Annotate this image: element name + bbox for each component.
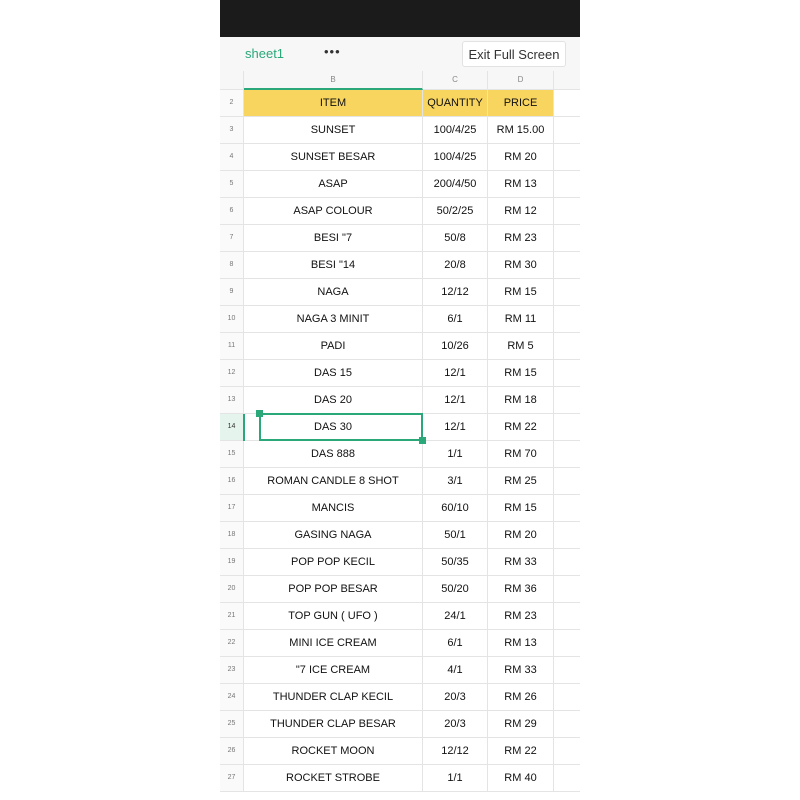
header-cell-item[interactable]: ITEM bbox=[244, 90, 423, 116]
table-row bbox=[220, 765, 580, 792]
table-row bbox=[220, 333, 580, 360]
table-row bbox=[220, 306, 580, 333]
row-number[interactable]: 2 bbox=[220, 90, 244, 116]
row-number[interactable]: 3 bbox=[220, 117, 244, 143]
cell-price[interactable]: RM 15 bbox=[488, 360, 554, 386]
cell-price[interactable]: RM 29 bbox=[488, 711, 554, 737]
empty-cell[interactable] bbox=[554, 711, 580, 737]
row-number[interactable]: 5 bbox=[220, 171, 244, 197]
cell-item[interactable]: THUNDER CLAP BESAR bbox=[244, 711, 423, 737]
cell-quantity[interactable]: 12/12 bbox=[423, 738, 488, 764]
row-number[interactable]: 15 bbox=[220, 441, 244, 467]
cell-item[interactable]: SUNSET bbox=[244, 117, 423, 143]
row-number[interactable]: 13 bbox=[220, 387, 244, 413]
table-row bbox=[220, 495, 580, 522]
cell-quantity[interactable]: 24/1 bbox=[423, 603, 488, 629]
cell-quantity[interactable]: 12/12 bbox=[423, 279, 488, 305]
selection-start-handle[interactable] bbox=[256, 410, 263, 417]
cell-quantity[interactable]: 100/4/25 bbox=[423, 117, 488, 143]
phone-screen bbox=[220, 0, 580, 800]
cell-price[interactable]: RM 30 bbox=[488, 252, 554, 278]
cell-quantity[interactable]: 20/8 bbox=[423, 252, 488, 278]
cell-price[interactable]: RM 40 bbox=[488, 765, 554, 791]
cell-quantity[interactable]: 12/1 bbox=[423, 360, 488, 386]
cell-price[interactable]: RM 15 bbox=[488, 279, 554, 305]
empty-cell[interactable] bbox=[554, 360, 580, 386]
sheet-toolbar bbox=[220, 37, 580, 71]
cell-quantity[interactable]: 50/1 bbox=[423, 522, 488, 548]
empty-cell[interactable] bbox=[554, 333, 580, 359]
empty-cell[interactable] bbox=[554, 576, 580, 602]
table-row bbox=[220, 387, 580, 414]
cell-price[interactable]: RM 26 bbox=[488, 684, 554, 710]
table-row bbox=[220, 171, 580, 198]
cell-quantity[interactable]: 20/3 bbox=[423, 684, 488, 710]
cell-price[interactable]: RM 22 bbox=[488, 414, 554, 440]
row-number[interactable]: 18 bbox=[220, 522, 244, 548]
cell-quantity[interactable]: 6/1 bbox=[423, 306, 488, 332]
cell-item[interactable]: ROCKET MOON bbox=[244, 738, 423, 764]
cell-quantity[interactable]: 200/4/50 bbox=[423, 171, 488, 197]
cell-item[interactable]: DAS 888 bbox=[244, 441, 423, 467]
empty-cell[interactable] bbox=[554, 441, 580, 467]
cell-item[interactable]: PADI bbox=[244, 333, 423, 359]
column-header-b[interactable]: B bbox=[244, 71, 423, 90]
cell-quantity[interactable]: 1/1 bbox=[423, 765, 488, 791]
cell-price[interactable]: RM 36 bbox=[488, 576, 554, 602]
cell-item[interactable]: DAS 20 bbox=[244, 387, 423, 413]
cell-item[interactable]: NAGA bbox=[244, 279, 423, 305]
header-row bbox=[220, 90, 580, 117]
table-row bbox=[220, 252, 580, 279]
empty-cell[interactable] bbox=[554, 198, 580, 224]
empty-cell[interactable] bbox=[554, 117, 580, 143]
empty-cell[interactable] bbox=[554, 306, 580, 332]
row-number[interactable]: 10 bbox=[220, 306, 244, 332]
empty-cell[interactable] bbox=[554, 630, 580, 656]
cell-quantity[interactable]: 12/1 bbox=[423, 414, 488, 440]
cell-item[interactable]: POP POP KECIL bbox=[244, 549, 423, 575]
row-number[interactable]: 19 bbox=[220, 549, 244, 575]
table-row bbox=[220, 522, 580, 549]
empty-cell[interactable] bbox=[554, 225, 580, 251]
cell-item[interactable]: SUNSET BESAR bbox=[244, 144, 423, 170]
empty-cell[interactable] bbox=[554, 765, 580, 791]
row-number[interactable]: 4 bbox=[220, 144, 244, 170]
cell-item[interactable]: GASING NAGA bbox=[244, 522, 423, 548]
table-row bbox=[220, 657, 580, 684]
cell-item[interactable]: DAS 30 bbox=[244, 414, 423, 440]
selection-end-handle[interactable] bbox=[419, 437, 426, 444]
empty-cell[interactable] bbox=[554, 657, 580, 683]
row-number[interactable]: 24 bbox=[220, 684, 244, 710]
table-row bbox=[220, 117, 580, 144]
empty-cell[interactable] bbox=[554, 171, 580, 197]
table-row bbox=[220, 711, 580, 738]
table-row bbox=[220, 468, 580, 495]
cell-price[interactable]: RM 5 bbox=[488, 333, 554, 359]
cell-quantity[interactable]: 3/1 bbox=[423, 468, 488, 494]
cell-item[interactable]: THUNDER CLAP KECIL bbox=[244, 684, 423, 710]
row-number[interactable]: 21 bbox=[220, 603, 244, 629]
empty-cell[interactable] bbox=[554, 468, 580, 494]
empty-cell[interactable] bbox=[554, 684, 580, 710]
cell-quantity[interactable]: 60/10 bbox=[423, 495, 488, 521]
row-number[interactable]: 23 bbox=[220, 657, 244, 683]
table-row bbox=[220, 738, 580, 765]
header-cell-price[interactable]: PRICE bbox=[488, 90, 554, 116]
table-row bbox=[220, 198, 580, 225]
empty-cell[interactable] bbox=[554, 738, 580, 764]
cell-quantity[interactable]: 12/1 bbox=[423, 387, 488, 413]
cell-item[interactable]: ROMAN CANDLE 8 SHOT bbox=[244, 468, 423, 494]
row-number[interactable]: 12 bbox=[220, 360, 244, 386]
empty-cell[interactable] bbox=[554, 603, 580, 629]
cell-price[interactable]: RM 23 bbox=[488, 603, 554, 629]
cell-item[interactable]: ROCKET STROBE bbox=[244, 765, 423, 791]
cell-quantity[interactable]: 10/26 bbox=[423, 333, 488, 359]
row-number[interactable]: 14 bbox=[220, 414, 244, 440]
cell-item[interactable]: BESI "14 bbox=[244, 252, 423, 278]
row-number[interactable]: 9 bbox=[220, 279, 244, 305]
cell-price[interactable]: RM 12 bbox=[488, 198, 554, 224]
empty-cell[interactable] bbox=[554, 90, 580, 116]
row-number[interactable]: 11 bbox=[220, 333, 244, 359]
empty-cell[interactable] bbox=[554, 252, 580, 278]
cell-price[interactable]: RM 18 bbox=[488, 387, 554, 413]
cell-item[interactable]: ASAP bbox=[244, 171, 423, 197]
empty-cell[interactable] bbox=[554, 144, 580, 170]
column-header-e[interactable] bbox=[554, 71, 580, 90]
selected-row-marker bbox=[243, 414, 245, 441]
table-row bbox=[220, 603, 580, 630]
cell-price[interactable]: RM 25 bbox=[488, 468, 554, 494]
cell-price[interactable]: RM 20 bbox=[488, 522, 554, 548]
cell-item[interactable]: ASAP COLOUR bbox=[244, 198, 423, 224]
row-number[interactable]: 17 bbox=[220, 495, 244, 521]
row-number[interactable]: 8 bbox=[220, 252, 244, 278]
cell-quantity[interactable]: 1/1 bbox=[423, 441, 488, 467]
table-row bbox=[220, 684, 580, 711]
cell-item[interactable]: "7 ICE CREAM bbox=[244, 657, 423, 683]
cell-price[interactable]: RM 33 bbox=[488, 549, 554, 575]
cell-price[interactable]: RM 13 bbox=[488, 630, 554, 656]
tab-sheet1[interactable]: sheet1 bbox=[245, 46, 285, 61]
cell-quantity[interactable]: 4/1 bbox=[423, 657, 488, 683]
cell-quantity[interactable]: 50/20 bbox=[423, 576, 488, 602]
table-row bbox=[220, 441, 580, 468]
cell-quantity[interactable]: 6/1 bbox=[423, 630, 488, 656]
row-number[interactable]: 6 bbox=[220, 198, 244, 224]
exit-full-screen-button[interactable]: Exit Full Screen bbox=[462, 41, 566, 67]
corner-header[interactable] bbox=[220, 71, 244, 90]
status-bar bbox=[220, 0, 580, 37]
table-row bbox=[220, 225, 580, 252]
cell-quantity[interactable]: 100/4/25 bbox=[423, 144, 488, 170]
table-row bbox=[220, 549, 580, 576]
empty-cell[interactable] bbox=[554, 522, 580, 548]
table-row bbox=[220, 144, 580, 171]
empty-cell[interactable] bbox=[554, 414, 580, 440]
spreadsheet-grid bbox=[220, 90, 580, 792]
column-header-d[interactable]: D bbox=[488, 71, 554, 90]
cell-quantity[interactable]: 50/8 bbox=[423, 225, 488, 251]
row-number[interactable]: 20 bbox=[220, 576, 244, 602]
row-number[interactable]: 27 bbox=[220, 765, 244, 791]
cell-price[interactable]: RM 70 bbox=[488, 441, 554, 467]
cell-item[interactable]: TOP GUN ( UFO ) bbox=[244, 603, 423, 629]
cell-price[interactable]: RM 22 bbox=[488, 738, 554, 764]
cell-item[interactable]: NAGA 3 MINIT bbox=[244, 306, 423, 332]
cell-price[interactable]: RM 15.00 bbox=[488, 117, 554, 143]
table-row bbox=[220, 279, 580, 306]
table-row bbox=[220, 414, 580, 441]
cell-price[interactable]: RM 13 bbox=[488, 171, 554, 197]
row-number[interactable]: 26 bbox=[220, 738, 244, 764]
cell-price[interactable]: RM 15 bbox=[488, 495, 554, 521]
cell-item[interactable]: MINI ICE CREAM bbox=[244, 630, 423, 656]
empty-cell[interactable] bbox=[554, 549, 580, 575]
row-number[interactable]: 22 bbox=[220, 630, 244, 656]
header-cell-quantity[interactable]: QUANTITY bbox=[423, 90, 488, 116]
table-row bbox=[220, 630, 580, 657]
row-number[interactable]: 25 bbox=[220, 711, 244, 737]
cell-quantity[interactable]: 50/2/25 bbox=[423, 198, 488, 224]
table-row bbox=[220, 576, 580, 603]
more-options-icon[interactable]: ••• bbox=[324, 44, 341, 59]
cell-quantity[interactable]: 50/35 bbox=[423, 549, 488, 575]
cell-item[interactable]: POP POP BESAR bbox=[244, 576, 423, 602]
table-row bbox=[220, 360, 580, 387]
row-number[interactable]: 16 bbox=[220, 468, 244, 494]
cell-item[interactable]: BESI "7 bbox=[244, 225, 423, 251]
cell-item[interactable]: DAS 15 bbox=[244, 360, 423, 386]
empty-cell[interactable] bbox=[554, 279, 580, 305]
empty-cell[interactable] bbox=[554, 495, 580, 521]
cell-price[interactable]: RM 33 bbox=[488, 657, 554, 683]
empty-cell[interactable] bbox=[554, 387, 580, 413]
row-number[interactable]: 7 bbox=[220, 225, 244, 251]
cell-price[interactable]: RM 11 bbox=[488, 306, 554, 332]
cell-price[interactable]: RM 20 bbox=[488, 144, 554, 170]
cell-price[interactable]: RM 23 bbox=[488, 225, 554, 251]
column-header-c[interactable]: C bbox=[423, 71, 488, 90]
cell-quantity[interactable]: 20/3 bbox=[423, 711, 488, 737]
cell-item[interactable]: MANCIS bbox=[244, 495, 423, 521]
